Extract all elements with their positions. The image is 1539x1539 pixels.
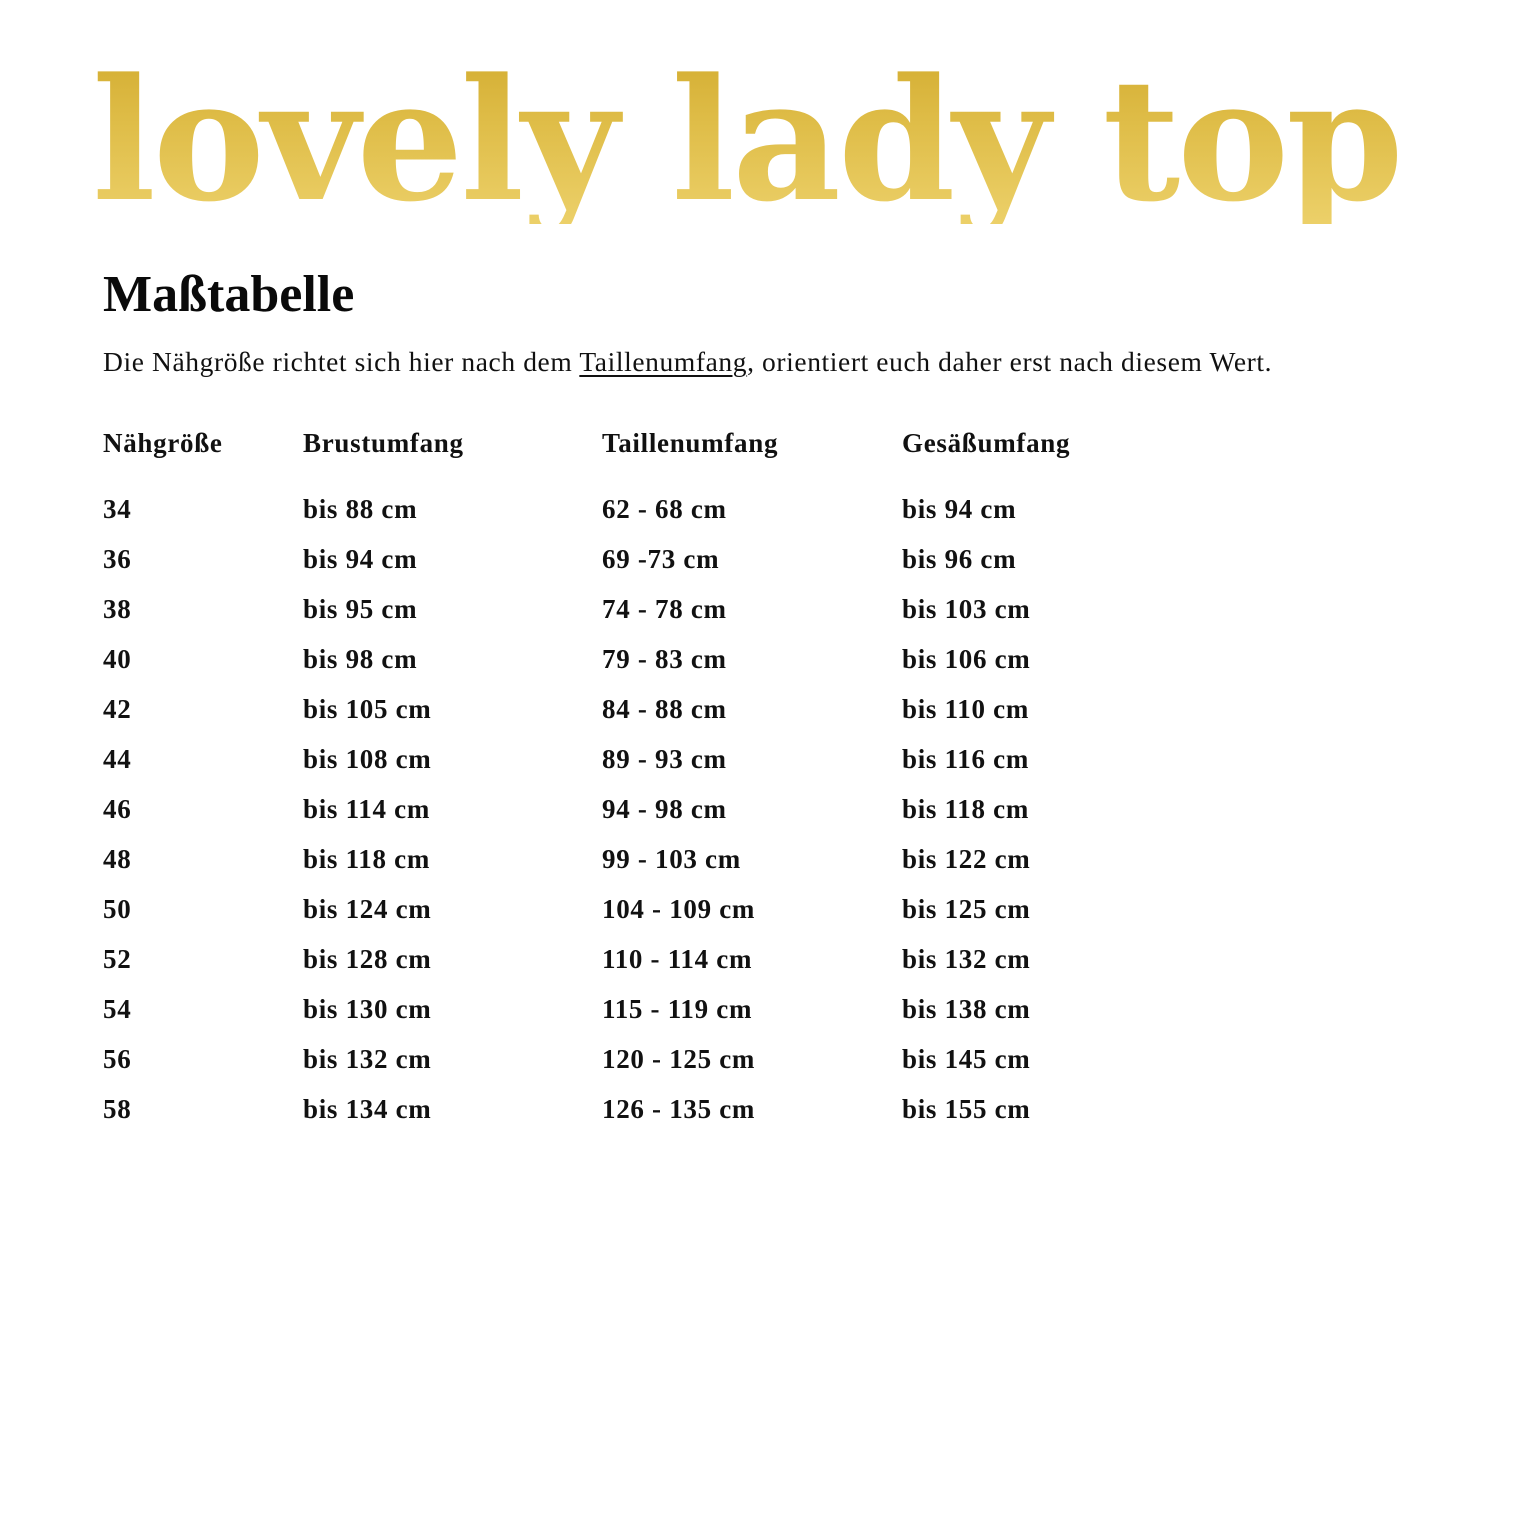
hip-cell: bis 118 cm [902, 793, 1030, 824]
bust-cell: bis 88 cm [303, 493, 418, 524]
hip-cell: bis 103 cm [902, 593, 1031, 624]
table-row [103, 634, 1202, 684]
size-cell: 48 [103, 843, 132, 874]
bust-cell: bis 128 cm [303, 943, 432, 974]
bust-cell: bis 114 cm [303, 793, 431, 824]
hip-cell: bis 122 cm [902, 843, 1031, 874]
table-row [103, 884, 1202, 934]
waist-cell: 79 - 83 cm [602, 643, 727, 674]
intro-text-after: , orientiert euch daher erst nach diesem Wert. [747, 346, 1273, 377]
hip-cell: bis 132 cm [902, 943, 1031, 974]
table-row [103, 684, 1202, 734]
table-row [103, 934, 1202, 984]
table-row [103, 484, 1202, 534]
size-cell: 34 [103, 493, 132, 524]
product-title: lovely lady top [92, 41, 1401, 239]
hip-cell: bis 96 cm [902, 543, 1017, 574]
waist-cell: 89 - 93 cm [602, 743, 727, 774]
bust-cell: bis 118 cm [303, 843, 431, 874]
header-waist: Taillenumfang [602, 427, 779, 458]
bust-cell: bis 130 cm [303, 993, 432, 1024]
size-cell: 52 [103, 943, 132, 974]
hip-cell: bis 106 cm [902, 643, 1031, 674]
hip-cell: bis 138 cm [902, 993, 1031, 1024]
table-row [103, 834, 1202, 884]
waist-cell: 120 - 125 cm [602, 1043, 756, 1074]
waist-cell: 99 - 103 cm [602, 843, 741, 874]
header-hip: Gesäßumfang [902, 427, 1071, 458]
size-cell: 40 [103, 643, 132, 674]
size-cell: 56 [103, 1043, 132, 1074]
intro-text [103, 344, 1523, 380]
size-cell: 38 [103, 593, 132, 624]
hip-cell: bis 116 cm [902, 743, 1030, 774]
bust-cell: bis 95 cm [303, 593, 418, 624]
waist-cell: 115 - 119 cm [602, 993, 753, 1024]
hip-cell: bis 145 cm [902, 1043, 1031, 1074]
bust-cell: bis 94 cm [303, 543, 418, 574]
waist-cell: 62 - 68 cm [602, 493, 727, 524]
waist-cell: 94 - 98 cm [602, 793, 727, 824]
hip-cell: bis 94 cm [902, 493, 1017, 524]
table-row [103, 1084, 1202, 1134]
hip-cell: bis 155 cm [902, 1093, 1031, 1124]
bust-cell: bis 134 cm [303, 1093, 432, 1124]
size-cell: 54 [103, 993, 132, 1024]
table-row [103, 784, 1202, 834]
waist-cell: 126 - 135 cm [602, 1093, 756, 1124]
table-row [103, 534, 1202, 584]
table-row [103, 734, 1202, 784]
size-cell: 58 [103, 1093, 132, 1124]
table-row [103, 984, 1202, 1034]
waist-cell: 69 -73 cm [602, 543, 720, 574]
waist-cell: 110 - 114 cm [602, 943, 753, 974]
header-row [103, 418, 1202, 484]
size-cell: 44 [103, 743, 132, 774]
header-size: Nähgröße [103, 427, 223, 458]
header-bust: Brustumfang [303, 427, 464, 458]
size-cell: 50 [103, 893, 132, 924]
size-table-header [103, 418, 1202, 484]
size-cell: 46 [103, 793, 132, 824]
size-table-body [103, 484, 1202, 1134]
hip-cell: bis 110 cm [902, 693, 1030, 724]
intro-text-emphasis: Taillenumfang [579, 346, 748, 377]
size-table [103, 418, 1202, 1134]
bust-cell: bis 124 cm [303, 893, 432, 924]
waist-cell: 104 - 109 cm [602, 893, 756, 924]
bust-cell: bis 105 cm [303, 693, 432, 724]
bust-cell: bis 98 cm [303, 643, 418, 674]
hip-cell: bis 125 cm [902, 893, 1031, 924]
bust-cell: bis 132 cm [303, 1043, 432, 1074]
intro-text-before: Die Nähgröße richtet sich hier nach dem [103, 346, 580, 377]
section-title: Maßtabelle [103, 266, 355, 323]
table-row [103, 1034, 1202, 1084]
table-row [103, 584, 1202, 634]
size-cell: 42 [103, 693, 132, 724]
size-cell: 36 [103, 543, 132, 574]
waist-cell: 74 - 78 cm [602, 593, 727, 624]
bust-cell: bis 108 cm [303, 743, 432, 774]
waist-cell: 84 - 88 cm [602, 693, 727, 724]
